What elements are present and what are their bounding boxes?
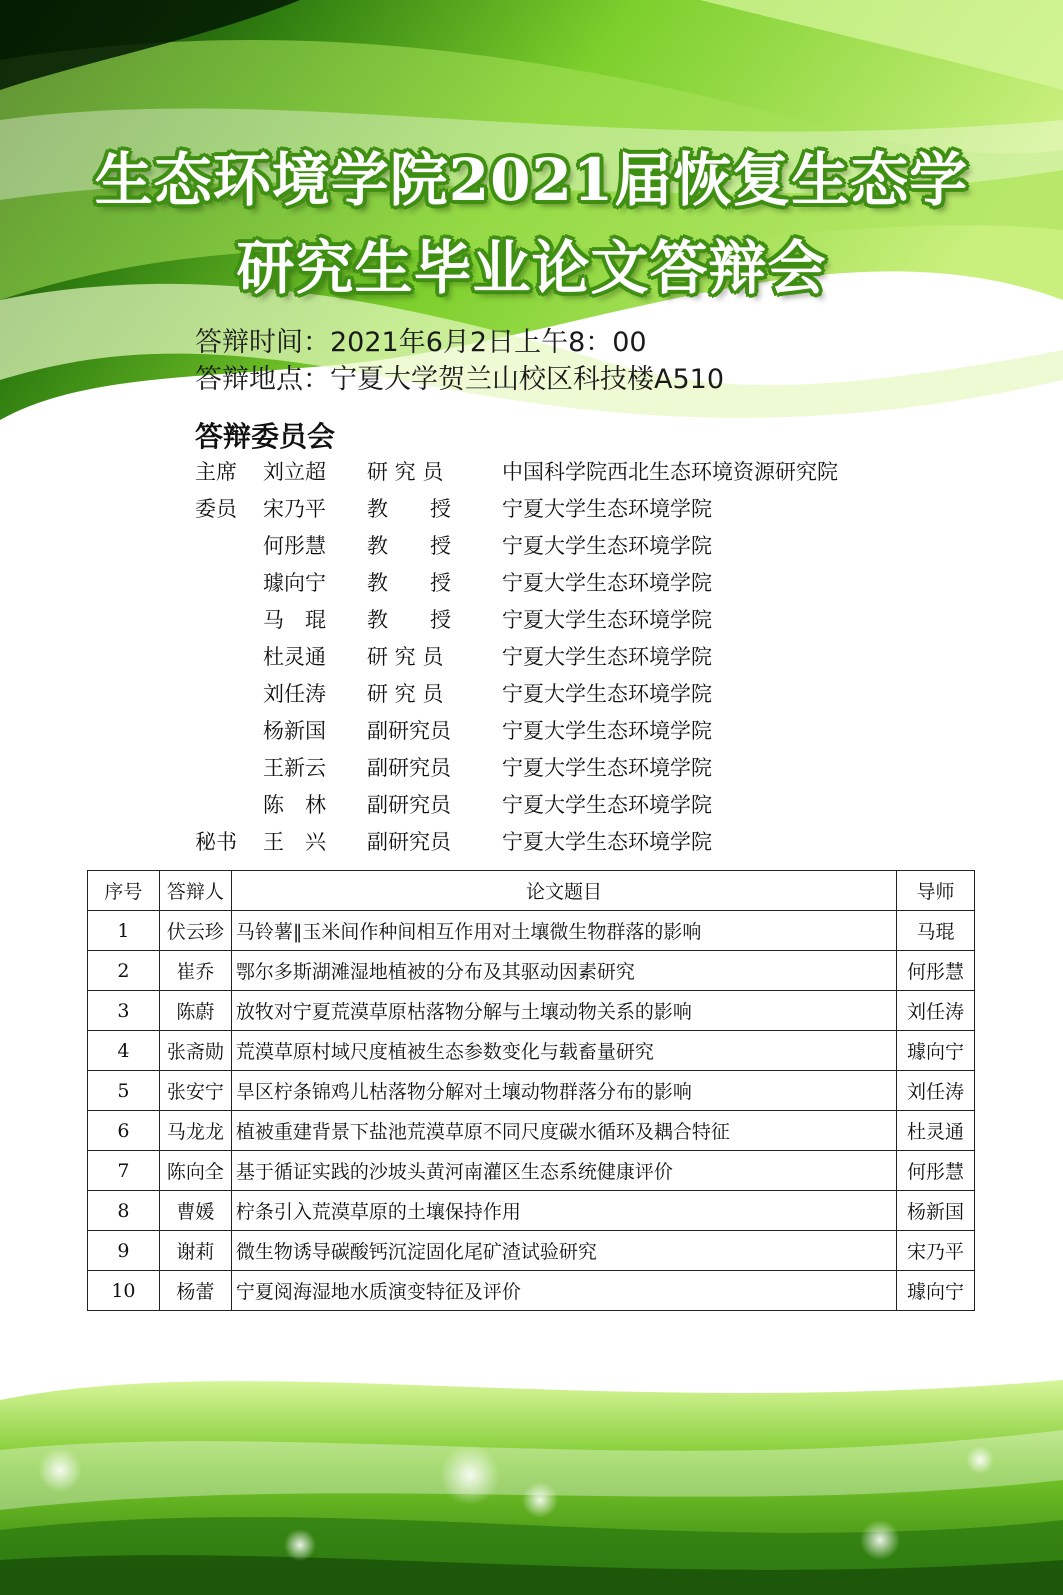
row-topic: 柠条引入荒漠草原的土壤保持作用 — [231, 1191, 896, 1231]
member-title: 副研究员 — [367, 793, 451, 817]
row-topic: 放牧对宁夏荒漠草原枯落物分解与土壤动物关系的影响 — [231, 991, 896, 1031]
table-row — [88, 1191, 975, 1231]
row-number: 10 — [88, 1271, 160, 1311]
member-institution: 宁夏大学生态环境学院 — [502, 497, 712, 521]
row-advisor: 杨新国 — [897, 1191, 975, 1231]
row-number: 9 — [88, 1231, 160, 1271]
member-name: 璩向宁 — [263, 571, 326, 595]
member-institution: 宁夏大学生态环境学院 — [502, 608, 712, 632]
table-row — [88, 1231, 975, 1271]
row-topic: 旱区柠条锦鸡儿枯落物分解对土壤动物群落分布的影响 — [231, 1071, 896, 1111]
member-title: 副研究员 — [367, 756, 451, 780]
member-name: 杜灵通 — [263, 645, 326, 669]
member-institution: 宁夏大学生态环境学院 — [502, 830, 712, 854]
header-topic: 论文题目 — [231, 871, 896, 911]
member-title: 教 授 — [367, 608, 451, 632]
member-title: 教 授 — [367, 571, 451, 595]
row-number: 2 — [88, 951, 160, 991]
row-topic: 荒漠草原村域尺度植被生态参数变化与载畜量研究 — [231, 1031, 896, 1071]
member-name: 刘任涛 — [263, 682, 326, 706]
row-student: 杨蕾 — [159, 1271, 231, 1311]
member-name: 刘立超 — [263, 460, 326, 484]
member-title: 研 究 员 — [367, 460, 444, 484]
row-advisor: 璩向宁 — [897, 1031, 975, 1071]
row-topic: 马铃薯‖玉米间作种间相互作用对土壤微生物群落的影响 — [231, 911, 896, 951]
member-title: 副研究员 — [367, 830, 451, 854]
member-institution: 宁夏大学生态环境学院 — [502, 645, 712, 669]
header-student: 答辩人 — [159, 871, 231, 911]
member-institution: 中国科学院西北生态环境资源研究院 — [502, 460, 838, 484]
member-name: 宋乃平 — [263, 497, 326, 521]
member-title: 研 究 员 — [367, 682, 444, 706]
member-name: 王新云 — [263, 756, 326, 780]
row-topic: 鄂尔多斯湖滩湿地植被的分布及其驱动因素研究 — [231, 951, 896, 991]
row-topic: 微生物诱导碳酸钙沉淀固化尾矿渣试验研究 — [231, 1231, 896, 1271]
row-number: 1 — [88, 911, 160, 951]
table-header-row — [88, 871, 975, 911]
row-number: 5 — [88, 1071, 160, 1111]
row-topic: 宁夏阅海湿地水质演变特征及评价 — [231, 1271, 896, 1311]
row-student: 陈向全 — [159, 1151, 231, 1191]
row-advisor: 刘任涛 — [897, 991, 975, 1031]
row-student: 马龙龙 — [159, 1111, 231, 1151]
row-number: 8 — [88, 1191, 160, 1231]
row-student: 谢莉 — [159, 1231, 231, 1271]
header-advisor: 导师 — [897, 871, 975, 911]
member-institution: 宁夏大学生态环境学院 — [502, 793, 712, 817]
row-advisor: 宋乃平 — [897, 1231, 975, 1271]
row-topic: 基于循证实践的沙坡头黄河南灌区生态系统健康评价 — [231, 1151, 896, 1191]
row-student: 曹媛 — [159, 1191, 231, 1231]
member-institution: 宁夏大学生态环境学院 — [502, 756, 712, 780]
row-topic: 植被重建背景下盐池荒漠草原不同尺度碳水循环及耦合特征 — [231, 1111, 896, 1151]
member-name: 何彤慧 — [263, 534, 326, 558]
table-row — [88, 991, 975, 1031]
row-advisor: 马琨 — [897, 911, 975, 951]
table-row — [88, 1271, 975, 1311]
poster-title-line1: 生态环境学院2021届恢复生态学 — [94, 146, 969, 214]
row-student: 伏云珍 — [159, 911, 231, 951]
table-row — [88, 1151, 975, 1191]
row-student: 张安宁 — [159, 1071, 231, 1111]
member-title: 教 授 — [367, 497, 451, 521]
member-title: 教 授 — [367, 534, 451, 558]
member-role: 主席 — [195, 460, 237, 484]
thesis-table — [87, 870, 975, 1311]
row-student: 张斋勋 — [159, 1031, 231, 1071]
poster-title-line2: 研究生毕业论文答辩会 — [236, 234, 827, 302]
member-institution: 宁夏大学生态环境学院 — [502, 571, 712, 595]
table-row — [88, 951, 975, 991]
table-row — [88, 911, 975, 951]
member-institution: 宁夏大学生态环境学院 — [502, 534, 712, 558]
header-number: 序号 — [88, 871, 160, 911]
member-name: 陈 林 — [263, 793, 326, 817]
member-name: 马 琨 — [263, 608, 326, 632]
row-number: 6 — [88, 1111, 160, 1151]
table-row — [88, 1111, 975, 1151]
member-title: 研 究 员 — [367, 645, 444, 669]
defense-location: 答辩地点：宁夏大学贺兰山校区科技楼A510 — [195, 364, 725, 395]
row-number: 4 — [88, 1031, 160, 1071]
row-advisor: 璩向宁 — [897, 1271, 975, 1311]
defense-time: 答辩时间：2021年6月2日上午8：00 — [195, 327, 647, 358]
row-number: 7 — [88, 1151, 160, 1191]
row-number: 3 — [88, 991, 160, 1031]
row-advisor: 杜灵通 — [897, 1111, 975, 1151]
table-row — [88, 1071, 975, 1111]
committee-heading: 答辩委员会 — [195, 420, 336, 453]
row-advisor: 何彤慧 — [897, 951, 975, 991]
member-name: 王 兴 — [263, 830, 326, 854]
member-institution: 宁夏大学生态环境学院 — [502, 719, 712, 743]
table-row — [88, 1031, 975, 1071]
member-role: 委员 — [195, 497, 237, 521]
row-student: 崔乔 — [159, 951, 231, 991]
member-role: 秘书 — [195, 830, 237, 854]
row-student: 陈蔚 — [159, 991, 231, 1031]
member-institution: 宁夏大学生态环境学院 — [502, 682, 712, 706]
member-name: 杨新国 — [263, 719, 326, 743]
row-advisor: 刘任涛 — [897, 1071, 975, 1111]
row-advisor: 何彤慧 — [897, 1151, 975, 1191]
member-title: 副研究员 — [367, 719, 451, 743]
